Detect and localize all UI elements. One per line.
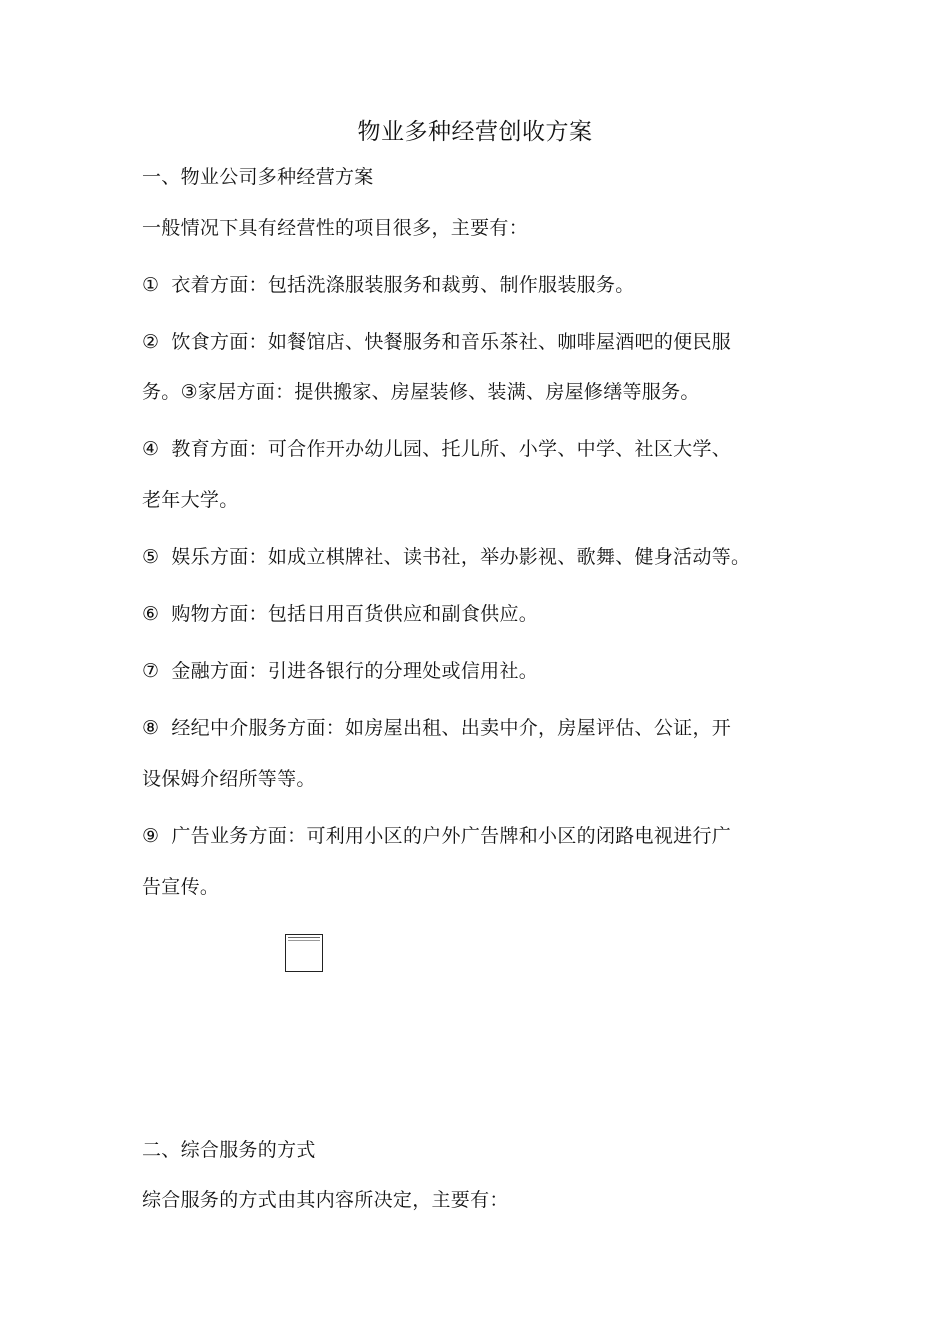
list-item — [142, 599, 822, 629]
item-number: ⑥ — [142, 603, 160, 625]
item-text: 告宣传。 — [142, 876, 220, 898]
item-text: 教育方面：可合作开办幼儿园、托儿所、小学、中学、社区大学、 — [171, 438, 732, 460]
item-number: ② — [142, 331, 160, 353]
item-number: ⑨ — [142, 825, 160, 847]
item-number: ⑧ — [142, 717, 160, 739]
list-item — [142, 327, 822, 357]
section1-intro: 一般情况下具有经营性的项目很多，主要有： — [142, 217, 529, 239]
list-item — [142, 270, 822, 300]
item-number: ① — [142, 274, 160, 296]
item-text: 广告业务方面：可利用小区的户外广告牌和小区的闭路电视进行广 — [171, 825, 732, 847]
item-text: 饮食方面：如餐馆店、快餐服务和音乐茶社、咖啡屋酒吧的便民服 — [171, 331, 732, 353]
item-text: 衣着方面：包括洗涤服装服务和裁剪、制作服装服务。 — [171, 274, 635, 296]
item-number: ⑤ — [142, 546, 160, 568]
item-number: ④ — [142, 438, 160, 460]
item-text: 娱乐方面：如成立棋牌社、读书社，举办影视、歌舞、健身活动等。 — [171, 546, 751, 568]
section2-heading: 二、综合服务的方式 — [142, 1139, 316, 1161]
item-text: 经纪中介服务方面：如房屋出租、出卖中介，房屋评估、公证，开 — [171, 717, 732, 739]
list-item — [142, 713, 822, 743]
list-item-continuation — [142, 485, 822, 515]
item-text: 设保姆介绍所等等。 — [142, 768, 316, 790]
list-item — [142, 656, 822, 686]
document-title: 物业多种经营创收方案 — [357, 119, 593, 145]
item-number: ⑦ — [142, 660, 160, 682]
list-item-continuation — [142, 377, 822, 407]
embedded-figure-placeholder — [285, 934, 323, 972]
section2-intro: 综合服务的方式由其内容所决定，主要有： — [142, 1189, 509, 1211]
list-item-continuation — [142, 764, 822, 794]
list-item — [142, 434, 822, 464]
section1-heading: 一、物业公司多种经营方案 — [142, 166, 374, 188]
list-item-continuation — [142, 872, 822, 902]
item-text: 金融方面：引进各银行的分理处或信用社。 — [171, 660, 539, 682]
list-item — [142, 542, 822, 572]
item-text: 务。③家居方面：提供搬家、房屋装修、装满、房屋修缮等服务。 — [142, 381, 700, 403]
list-item — [142, 821, 822, 851]
figure-caption-mark — [288, 937, 320, 941]
item-text: 老年大学。 — [142, 489, 239, 511]
item-text: 购物方面：包括日用百货供应和副食供应。 — [171, 603, 539, 625]
